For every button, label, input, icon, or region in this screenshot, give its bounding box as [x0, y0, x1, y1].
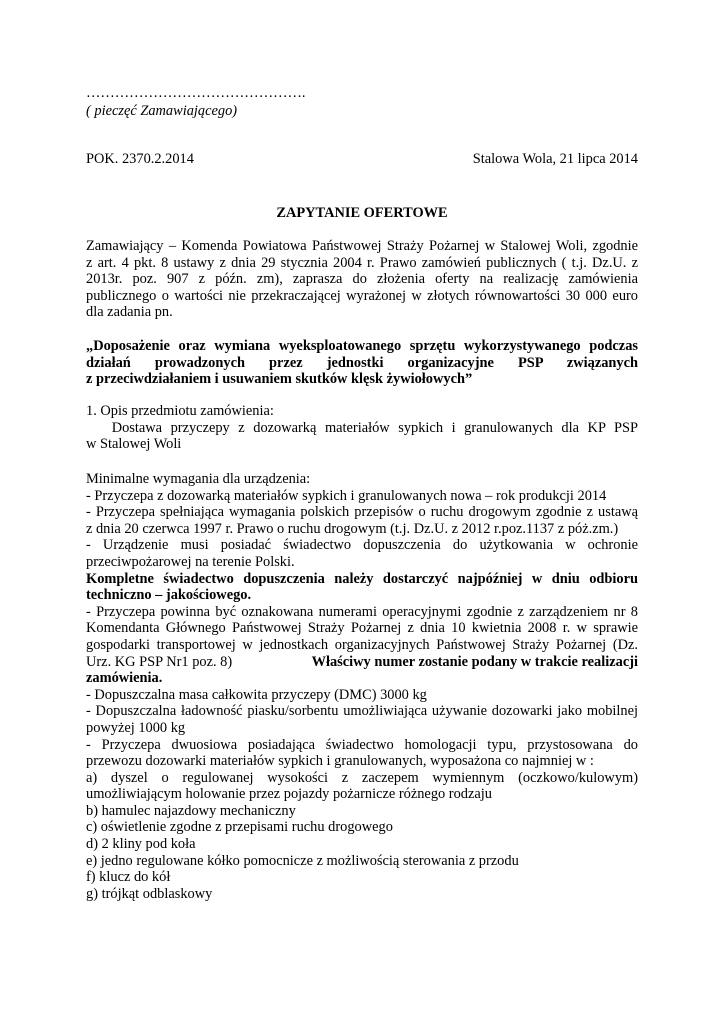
section-1-desc: Dostawa przyczepy z dozowarką materiałów sypkich i granulowanych dla KP PSP [86, 419, 638, 436]
req-line: - Dopuszczalna ładowność piasku/sorbentu umożliwiająca używanie dozowarki jako mobilnej [86, 703, 638, 720]
intro-paragraph [86, 238, 638, 321]
task-name-line: „Doposażenie oraz wymiana wyeksploatowanego sprzętu wykorzystywanego podczas [86, 338, 638, 354]
req-line: g) trójkąt odblaskowy [86, 885, 213, 902]
req-line: powyżej 1000 kg [86, 719, 186, 736]
req-line-part: Urz. KG PSP Nr1 poz. 8) [86, 653, 233, 670]
stamp-dots: ………………………………………. [86, 85, 306, 101]
requirements-heading: Minimalne wymagania dla urządzenia: [86, 471, 311, 487]
req-line: e) jedno regulowane kółko pomocnicze z możliwością sterowania z przodu [86, 852, 519, 869]
req-line: - Urządzenie musi posiadać świadectwo dopuszczenia do użytkowania w ochronie [86, 537, 638, 554]
req-line: zamówienia. [86, 670, 163, 687]
req-line: przeciwpożarowej na terenie Polski. [86, 553, 295, 570]
req-line: f) klucz do kół [86, 869, 171, 886]
req-line: - Przyczepa powinna być oznakowana numerami operacyjnymi zgodnie z zarządzeniem nr 8 [86, 603, 638, 620]
req-line: a) dyszel o regulowanej wysokości z zaczepem wymiennym (oczkowo/kulowym) [86, 769, 638, 786]
req-line: Komendanta Głównego Państwowej Straży Pożarnej z dnia 10 kwietnia 2008 r. w sprawie [86, 620, 638, 637]
req-line: techniczno – jakościowego. [86, 587, 252, 604]
intro-line: Zamawiający – Komenda Powiatowa Państwowej Straży Pożarnej w Stalowej Woli, zgodnie [86, 238, 638, 254]
req-line: umożliwiającym holowanie przez pojazdy pożarnicze różnego rodzaju [86, 786, 492, 803]
section-1 [86, 403, 638, 453]
req-line: d) 2 kliny pod koła [86, 836, 196, 853]
place-date: Stalowa Wola, 21 lipca 2014 [472, 151, 638, 167]
req-line: gospodarki transportowej w jednostkach organizacyjnych Państwowej Straży Pożarnej (Dz. [86, 636, 638, 653]
reference-number: POK. 2370.2.2014 [86, 151, 194, 167]
stamp-caption: ( pieczęć Zamawiającego) [86, 103, 238, 119]
intro-line: publicznego o wartości nie przekraczającej wyrażonej w złotych równowartości 30 000 euro [86, 287, 638, 304]
reference-row [86, 151, 638, 168]
req-line: Kompletne świadectwo dopuszczenia należy dostarczyć najpóźniej w dniu odbioru [86, 570, 638, 587]
intro-line: dla zadania pn. [86, 304, 173, 321]
req-line: c) oświetlenie zgodne z przepisami ruchu drogowego [86, 819, 393, 836]
task-name-line: działań prowadzonych przez jednostki organizacyjne PSP związanych [86, 354, 638, 371]
req-line: - Dopuszczalna masa całkowita przyczepy (DMC) 3000 kg [86, 686, 427, 703]
requirements [86, 471, 638, 902]
req-line: - Przyczepa spełniająca wymagania polskich przepisów o ruchu drogowym zgodnie z ustawą [86, 504, 638, 521]
req-line: - Przyczepa z dozowarką materiałów sypkich i granulowanych nowa – rok produkcji 2014 [86, 487, 607, 504]
req-line: z dnia 20 czerwca 1997 r. Prawo o ruchu drogowym (t.j. Dz.U. z 2012 r.poz.1137 z póż.zm.) [86, 520, 619, 537]
task-name-line: z przeciwdziałaniem i usuwaniem skutków klęsk żywiołowych” [86, 371, 473, 388]
req-line: przewozu dozowarki materiałów sypkich i granulowanych, wyposażona co najmniej w : [86, 753, 594, 770]
intro-line: 2013r. poz. 907 z późn. zm), zaprasza do złożenia oferty na realizację zamówienia [86, 271, 638, 288]
section-1-heading: 1. Opis przedmiotu zamówienia: [86, 403, 274, 419]
task-name [86, 338, 638, 388]
intro-line: z art. 4 pkt. 8 ustawy z dnia 29 stycznia 2004 r. Prawo zamówień publicznych ( t.j. Dz.U. z [86, 254, 638, 271]
req-line-part: Właściwy numer zostanie podany w trakcie realizacji [311, 653, 638, 670]
req-line: - Przyczepa dwuosiowa posiadająca świadectwo homologacji typu, przystosowana do [86, 736, 638, 753]
req-line [86, 654, 638, 671]
section-1-desc: w Stalowej Woli [86, 436, 182, 453]
document-title: ZAPYTANIE OFERTOWE [276, 205, 448, 221]
req-line: b) hamulec najazdowy mechaniczny [86, 802, 296, 819]
